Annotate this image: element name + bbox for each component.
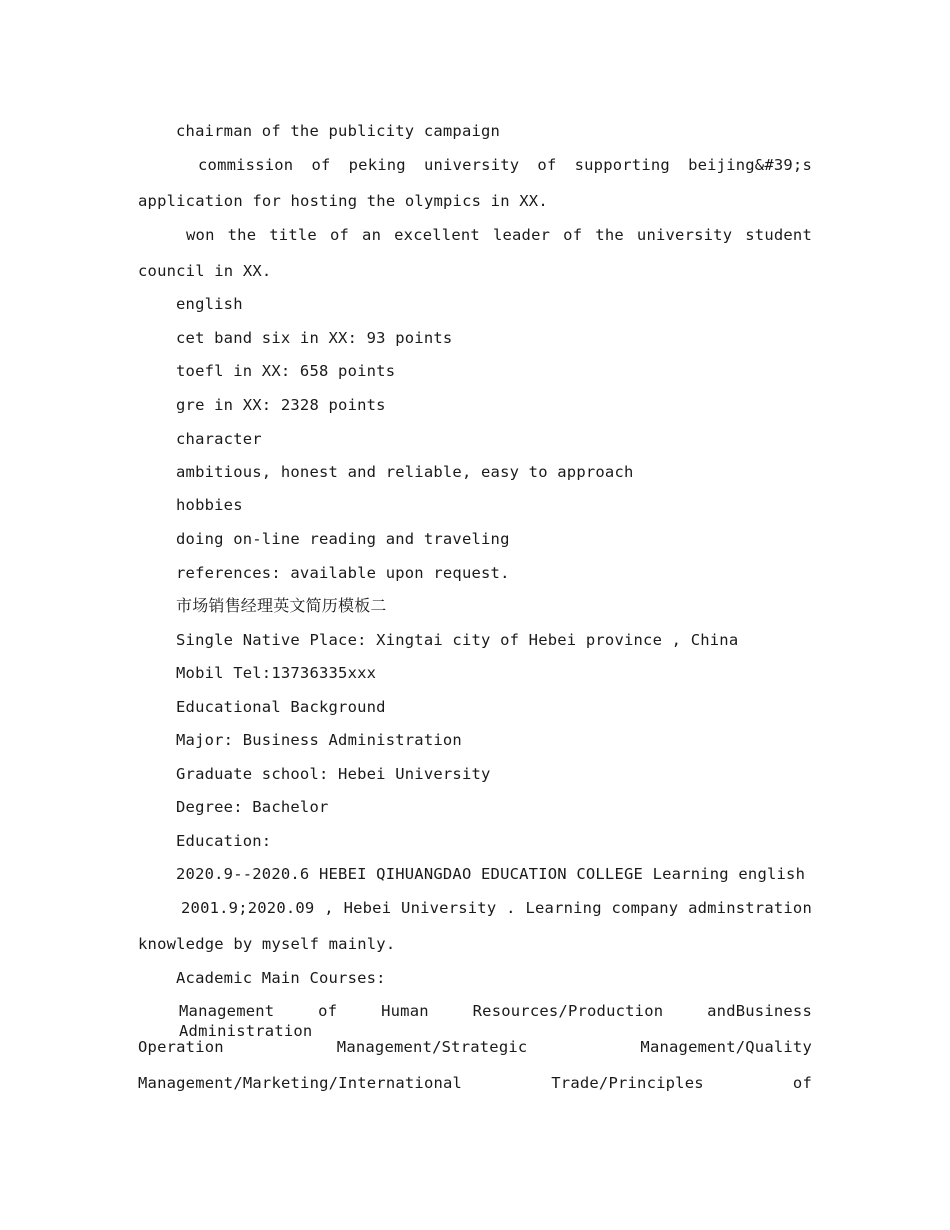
text-line: Management of Human Resources/Production andBusiness Administration (179, 1002, 812, 1040)
section-heading: Education: (176, 832, 272, 850)
document-title: 市场销售经理英文简历模板二 (176, 596, 387, 615)
text-line: cet band six in XX: 93 points (176, 329, 453, 347)
text-line: Degree: Bachelor (176, 798, 329, 816)
text-line: 2020.9--2020.6 HEBEI QIHUANGDAO EDUCATION COLLEGE Learning english (176, 865, 806, 883)
section-heading: Educational Background (176, 698, 386, 716)
text-line: toefl in XX: 658 points (176, 362, 396, 380)
text-line: commission of peking university of supporting beijing&#39;s (198, 156, 812, 174)
text-line: Mobil Tel:13736335xxx (176, 664, 377, 682)
section-heading: character (176, 430, 262, 448)
section-heading: hobbies (176, 496, 243, 514)
text-line: Major: Business Administration (176, 731, 462, 749)
text-line: doing on-line reading and traveling (176, 530, 510, 548)
text-line: knowledge by myself mainly. (138, 935, 396, 953)
text-line: Single Native Place: Xingtai city of Hebei province , China (176, 631, 739, 649)
text-line: Management/Marketing/International Trade/Principles of (138, 1074, 812, 1092)
text-line: application for hosting the olympics in XX. (138, 192, 548, 210)
text-line: Graduate school: Hebei University (176, 765, 491, 783)
section-heading: english (176, 295, 243, 313)
text-line: Operation Management/Strategic Management/Quality (138, 1038, 812, 1056)
text-line: won the title of an excellent leader of the university student (186, 226, 812, 244)
text-line: references: available upon request. (176, 564, 510, 582)
text-line: chairman of the publicity campaign (176, 122, 501, 140)
text-line: ambitious, honest and reliable, easy to approach (176, 463, 634, 481)
text-line: council in XX. (138, 262, 272, 280)
section-heading: Academic Main Courses: (176, 969, 386, 987)
text-line: gre in XX: 2328 points (176, 396, 386, 414)
text-line: 2001.9;2020.09 , Hebei University . Learning company adminstration (181, 899, 812, 917)
